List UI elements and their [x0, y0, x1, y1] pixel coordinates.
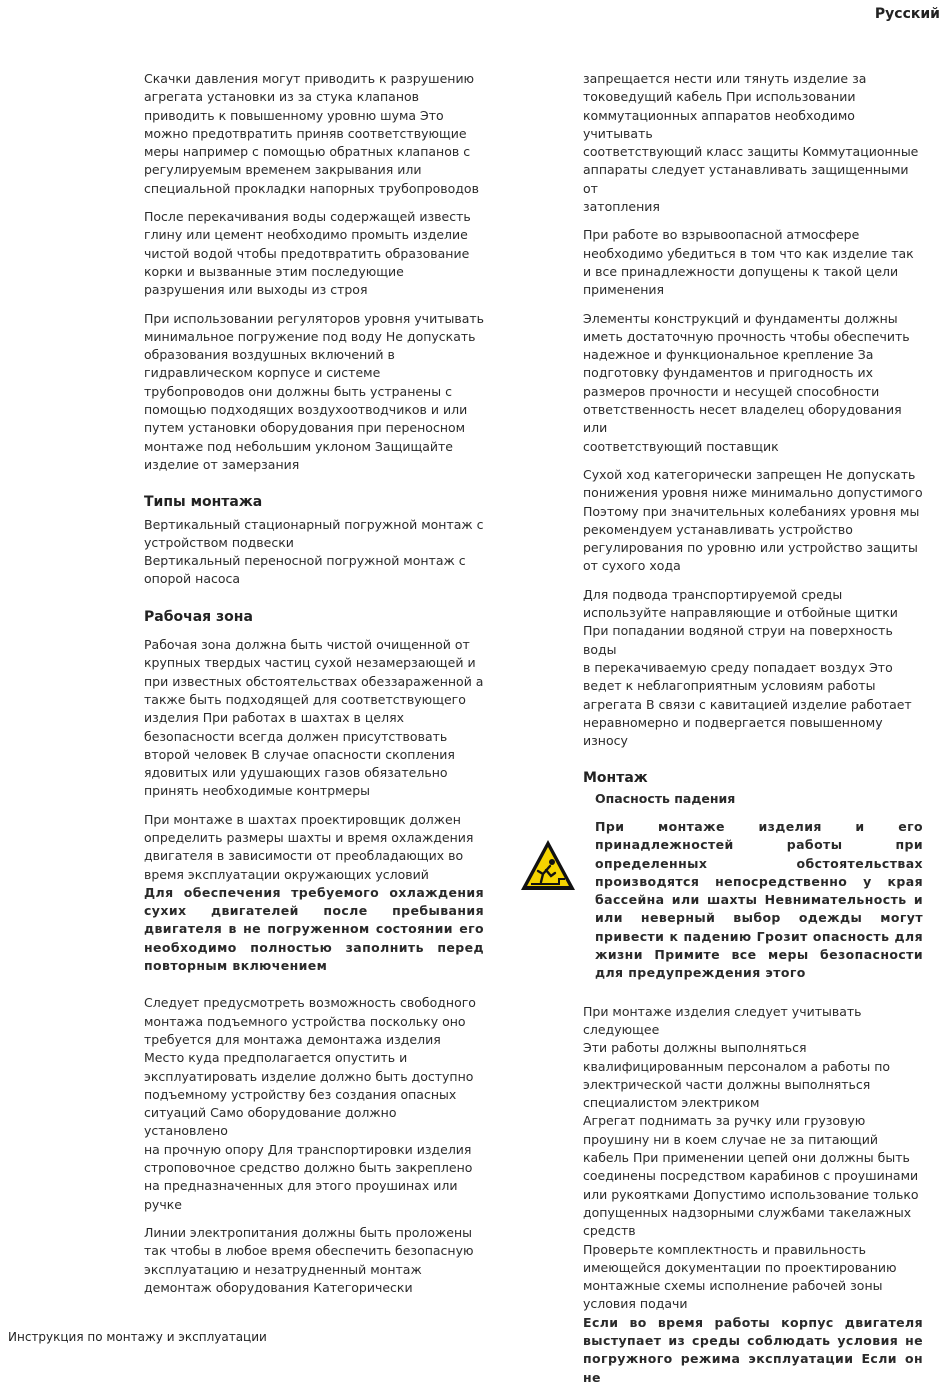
paragraph-lifting-device: Следует предусмотреть возможность свободного монтажа подъемного устройства поскольку оно требуется для монтажа демонтажа изделия Место куда предполагается опустить и эксплуатировать изделие должно быть доступно подъемному устройству без создания опасных ситуаций Само оборудование должно установлено на прочную опору Для транспортировки изделия строповочное средство должно быть закреплено на предназначенных для этого проушинах или ручке: [144, 995, 476, 1212]
warning-body: При монтаже изделия и его принадлежностей работы при определенных обстоятельствах производятся непосредственно у края бассейна или шахты Невнимательность и или неверный выбор одежды могут привести к падению Грозит опасность для жизни Примите все меры безопасности для предупреждения этого: [595, 818, 923, 981]
heading-mounting-types: Типы монтажа: [144, 494, 263, 511]
left-column: [144, 70, 484, 1307]
footer-document-title: Инструкция по монтажу и эксплуатации: [8, 1330, 267, 1344]
paragraph-work-area-clean: Рабочая зона должна быть чистой очищенной от крупных твердых частиц сухой незамерзающей и при известных обстоятельствах обеззараженной а также быть подходящей для соответствующего изделия При работах в шахтах в целях безопасности всегда должен присутствовать второй человек В случае опасности скопления ядовитых или удушающих газов обязательно принять необходимые контрмеры: [144, 637, 484, 799]
right-column: [583, 70, 923, 1397]
paragraph-cable-handling: запрещается нести или тянуть изделие за токоведущий кабель При использовании коммутационных аппаратов необходимо учитывать соответствующий класс защиты Коммутационные аппараты следует устанавливать защищенными от затопления: [583, 71, 919, 215]
fall-hazard-icon: [519, 838, 577, 892]
fall-hazard-warning: [583, 790, 923, 983]
paragraph-non-submerged-bold: Если во время работы корпус двигателя выступает из среды соблюдать условия не погружного режима эксплуатации Если он не: [583, 1314, 923, 1385]
paragraph-pressure-surges: Скачки давления могут приводить к разрушению агрегата установки из за стука клапанов приводить к повышенному уровню шума Это можно предотвратить приняв соответствующие меры например с помощью обратных клапанов с регулируемым временем закрывания или специальной прокладки напорных трубопроводов: [144, 71, 479, 196]
paragraph-level-regulators: При использовании регуляторов уровня учитывать минимальное погружение под воду Не допускать образования воздушных включений в гидравлическом корпусе и системе трубопроводов они должны быть устранены с помощью подходящих воздухоотводчиков и или путем установки оборудования при переносном монтаже под небольшим уклоном Защищайте изделие от замерзания: [144, 310, 485, 472]
paragraph-dry-run: Сухой ход категорически запрещен Не допускать понижения уровня ниже минимально допустимого Поэтому при значительных колебаниях уровня мы рекомендуем устанавливать устройство регулирования по уровню или устройство защиты от сухого хода: [583, 466, 923, 574]
paragraph-installation-notes: При монтаже изделия следует учитывать следующее Эти работы должны выполняться квалифицированным персоналом а работы по электрической части должны выполняться специалистом электриком Агрегат поднимать за ручку или грузовую проушину ни в коем случае не за питающий кабель При применении цепей они должны быть соединены посредством карабинов с проушинами или рукоятками Допустимо использование только допущенных надзорными службами такелажных средств Проверьте комплектность и правильность имеющейся документации по проектированию монтажные схемы исполнение рабочей зоны условия подачи: [583, 1003, 919, 1312]
paragraph-shaft-dimensions: При монтаже в шахтах проектировщик должен определить размеры шахты и время охлаждения двигателя в зависимости от преобладающих во время эксплуатации окружающих условий: [144, 811, 474, 882]
heading-installation: Монтаж: [583, 770, 648, 787]
heading-work-area: Рабочая зона: [144, 608, 253, 625]
paragraph-flush-after-lime: После перекачивания воды содержащей известь глину или цемент необходимо промыть изделие чистой водой чтобы предотвратить образование корки и вызванные этим последующие разрушения или выходы из строя: [144, 209, 471, 298]
mounting-type-portable: Вертикальный переносной погружной монтаж с опорой насоса: [144, 553, 466, 587]
warning-title: Опасность падения: [595, 790, 736, 806]
paragraph-explosive-atmosphere: При работе во взрывоопасной атмосфере необходимо убедиться в том что как изделие так и все принадлежности допущены к такой цели применения: [583, 227, 914, 298]
paragraph-foundations: Элементы конструкций и фундаменты должны иметь достаточную прочность чтобы обеспечить надежное и функциональное крепление За подготовку фундаментов и пригодность их размеров прочности и несущей способности ответственность несет владелец оборудования или соответствующий поставщик: [583, 310, 910, 454]
paragraph-power-lines: Линии электропитания должны быть проложены так чтобы в любое время обеспечить безопасную эксплуатацию и незатрудненный монтаж демонтаж оборудования Категорически: [144, 1224, 474, 1295]
warning-text: [595, 790, 923, 983]
paragraph-motor-cooling-bold: Для обеспечения требуемого охлаждения сухих двигателей после пребывания двигателя в не погруженном состоянии его необходимо полностью заполнить перед повторным включением: [144, 884, 484, 974]
language-label: Русский: [874, 6, 940, 22]
mounting-type-stationary: Вертикальный стационарный погружной монтаж с устройством подвески: [144, 516, 484, 550]
paragraph-guide-plates: Для подвода транспортируемой среды используйте направляющие и отбойные щитки При попадании водяной струи на поверхность воды в перекачиваемую среду попадает воздух Это ведет к неблагоприятным условиям работы агрегата В связи с кавитацией изделие работает неравномерно и подвергается повышенному износу: [583, 586, 912, 749]
